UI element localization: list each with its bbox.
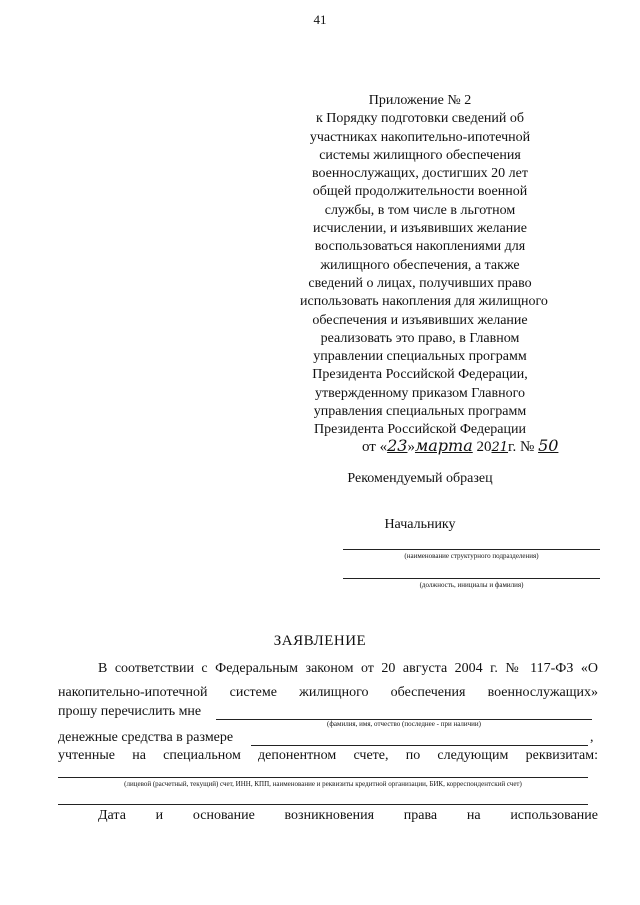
amount-blank-line [251,745,588,746]
handwritten-day: 23 [387,436,408,455]
position-name-line [343,578,600,579]
appendix-line: утвержденному приказом Главного [314,385,525,401]
appendix-line: службы, в том числе в льготном [324,202,516,218]
appendix-line: воспользоваться накоплениями для [314,239,526,255]
year-prefix: 20 [476,439,492,455]
body-line-4: денежные средства в размере [58,730,234,745]
fio-caption: (фамилия, имя, отчество (последнее - при наличии) [327,720,481,728]
date-mid: » [407,439,415,455]
appendix-line: жилищного обеспечения, а также [320,257,520,273]
body-line-6: Дата и основание возникновения права на использование [98,808,598,823]
appendix-line: военнослужащих, достигших 20 лет [311,166,529,182]
appendix-header [300,92,548,440]
appendix-line: Президента Российской Федерации, [312,367,528,383]
appendix-line: Президента Российской Федерации [314,422,526,438]
year-end: г. № [508,439,535,455]
addressee-label: Начальнику [384,517,456,532]
appendix-title: Приложение № 2 [368,93,472,108]
handwritten-order-number: 50 [538,436,559,455]
appendix-line: участниках накопительно-ипотечной [309,129,531,145]
position-name-caption: (должность, инициалы и фамилия) [419,581,524,589]
unit-name-line [343,549,600,550]
appendix-line: обеспечения и изъявивших желание [312,312,528,328]
appendix-line: сведений о лицах, получивших право [308,275,532,291]
page-number: 41 [313,12,327,27]
appendix-line: системы жилищного обеспечения [319,147,521,163]
appendix-line: реализовать это право, в Главном [320,330,520,346]
order-date-line [362,436,558,456]
handwritten-year: 21 [491,440,509,455]
date-prefix: от « [362,439,388,455]
accounts-blank-line [58,777,588,778]
body-line-2: накопительно-ипотечной системе жилищного обеспечения военнослужащих» [58,685,598,700]
accounts-blank-line-2 [58,804,588,805]
body-line-5: учтенные на специальном депонентном счете, по следующим реквизитам: [58,748,598,763]
appendix-line: к Порядку подготовки сведений об [315,111,525,127]
appendix-line: управления специальных программ [313,404,527,420]
recommended-sample-label: Рекомендуемый образец [347,471,493,486]
amount-comma: , [590,730,594,745]
accounts-caption: (лицевой (расчетный, текущий) счет, ИНН, КПП, наименование и реквизиты кредитной организации, БИК, корреспондентский счет) [124,780,522,788]
appendix-line: управлении специальных программ [313,349,527,365]
body-line-3: прошу перечислить мне [58,704,202,719]
appendix-line: использовать накопления для жилищного [300,294,548,310]
handwritten-month: марта [414,436,473,455]
appendix-line: общей продолжительности военной [312,184,528,200]
document-title: ЗАЯВЛЕНИЕ [273,633,367,649]
unit-name-caption: (наименование структурного подразделения) [404,552,539,560]
body-line-1: В соответствии с Федеральным законом от 20 августа 2004 г. № 117-ФЗ «О [98,661,598,676]
appendix-line: исчислении, и изъявивших желание [313,221,527,237]
